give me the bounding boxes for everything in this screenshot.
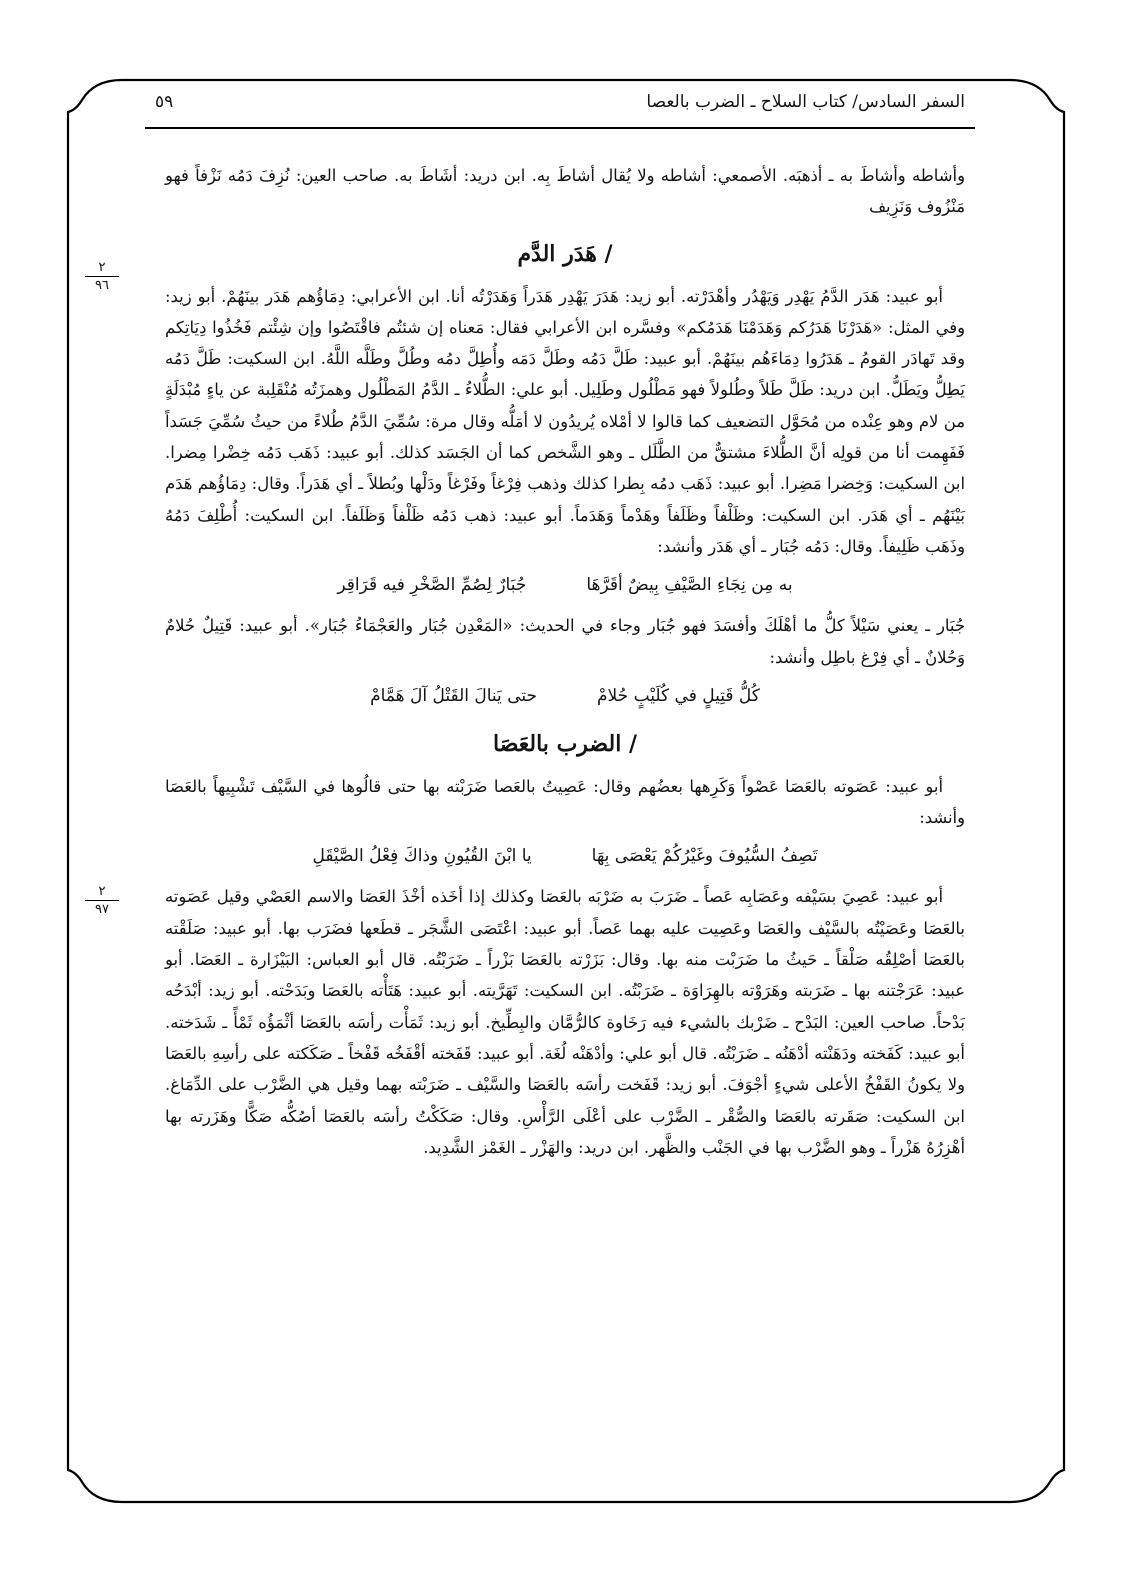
intro-paragraph: وأشاطه وأشاطَ به ـ أذهبَه. الأصمعي: أشاطه ولا يُقال أشاطَ بِه. ابن دريد: أشَاطَ به. صاحب العين: نُزِفَ دَمُه نَزْفاً فهو مَنْزُوف وَنَزِيف — [165, 166, 965, 217]
verse-line — [165, 839, 965, 873]
margin-ref-numerator: ٢ — [98, 884, 106, 899]
page-body — [165, 160, 965, 1163]
verse-second-hemistich: يا ابْنَ القُيُونِ وذاكَ فِعْلُ الصَّيْقَلِ — [312, 846, 532, 867]
page-number: ٥٩ — [155, 92, 174, 112]
section2-paragraph-1: أبو عبيد: عَصَوته بالعَصَا عَصْواً وَكَرِهها بعضُهم وقال: عَصِيتُ بالعَصا ضَرَبْته بها حتى قالُوها في السَّيْف تَشْبِيهاً بالعَصَا وأنشد: — [165, 776, 965, 828]
margin-ref-numerator: ٢ — [98, 260, 106, 275]
verse-line — [165, 679, 965, 713]
running-title: السفر السادس/ كتاب السلاح ـ الضرب بالعصا — [646, 92, 965, 112]
verse-second-hemistich: جُبَارٌ لِصُمِّ الصَّخْرِ فيه قَرَاقِر — [337, 575, 527, 596]
section1-paragraph-2: جُبَار ـ يعني سَيْلاً كلُّ ما أهْلَكَ وأفسَدَ فهو جُبَار وجاء في الحديث: «المَعْدِن جُبَار والعَجْمَاءُ جُبَار». أبو عبيد: قَتِيلٌ حُلامٌ وَحُلانٌ ـ أي فِرْغ باطِل وأنشد: — [165, 616, 965, 667]
margin-reference-97 — [85, 884, 119, 917]
margin-ref-denominator: ٩٦ — [95, 278, 109, 293]
verse-line — [165, 568, 965, 602]
section2-paragraph-2: أبو عبيد: عَصِيَ بسَيْفه وعَصَابِه عَصاً ـ ضَرَبَ به ضَرْبَه بالعَصَا وكذلك إذا أخَذه أخْذَ العَصَا والاسم العَصْي وقيل عَصَوته بالعَصَا وعَصَيْتُه بالسَّيْف والعَصَا وعَصِيت عليه بهما عَصاً. أبو عبيد: اعْتَصَى الشَّجَر ـ قطَعها فضَرَب بها. أبو عبيد: صَلَقْته بالعَصَا أصْلِقُه صَلْقاً ـ حَيثُ ما ضَرَبْت منه بها. وقال: بَزَرْته بالعَصَا بَزْراً ـ ضَرَبْتُه. قال أبو العباس: البَيْزَارة ـ العَصَا. أبو عبيد: عَرَجْتنه بها ـ ضَرَبته وهَرَوْته بالهِرَاوَة ـ ضَرَبْتُه. ابن السكيت: تَهَرَّيته. أبو عبيد: هَتَأْته بالعَصَا وبَدَحْته. أبو زيد: أبْدَحُه بَدْحاً. صاحب العين: البَدْح ـ ضَرْبك بالشيء فيه رَخَاوة كالرُّمَّان والبِطِّيخ. أبو زيد: ثَمَأْت رأسَه بالعَصَا أثْمَؤُه ثَمْأً ـ شَدَخته. أبو عبيد: كَفَخته ودَهَنْته أدْهَنُه ـ ضَرَبْتُه. قال أبو علي: وأدْهَنْه لُغَة. أبو عبيد: قَفَخته أقْفَخُه قَفْخاً ـ صَكَكته على رأسِهِ بالعَصَا ولا يكونُ القَفْخُ الأعلى شيءٍ أجْوَفَ. أبو زيد: قَفَخت رأسَه بالعَصَا والسَّيْف ـ ضَرَبْته بهما وقيل هي الضَّرْب على الدِّمَاغ. ابن السكيت: صَقَرته بالعَصَا والصُّقْر ـ الضَّرْب على أعْلَى الرَّأْسِ. وقال: صَكَكْتُ رأسَه بالعَصَا أصُكُّه صَكًّا وهَزَرته بها أهْزِرُهُ هَزْراً ـ وهو الضَّرْب بها في الجَنْب والظَّهر. ابن دريد: والهَزْر ـ الغَمْز الشَّدِيد. — [165, 887, 965, 1157]
verse-first-hemistich: به مِن نِجَاءِ الصَّيْفِ بِيضٌ أقَرَّهَا — [586, 575, 793, 596]
margin-reference-96 — [85, 260, 119, 293]
verse-first-hemistich: تَصِفُ السُّيُوفَ وغَيْرُكُمْ يَعْصَى بِهَا — [591, 846, 818, 867]
margin-ref-divider — [85, 276, 119, 277]
header-rule — [145, 127, 975, 129]
margin-ref-denominator: ٩٧ — [95, 902, 109, 917]
margin-ref-divider — [85, 900, 119, 901]
section1-paragraph-1: أبو عبيد: هَدَر الدَّمُ يَهْدِر وَيَهْدُر وأهْدَرْته. أبو زيد: هَدَرَ يَهْدِر هَدَراً وَهَدَرْتُه أنا. ابن الأعرابي: دِمَاؤُهم هَدَر بينَهُمْ. أبو زيد: وفي المثل: «هَدَرْنَا هَدَرُكم وَهَدَمْنَا هَدَمُكم» وفسَّره ابن الأعرابي فقال: مَعناه إن شئتُم فاقْتَصُوا وإن شِئْتم فَخُذُوا دِيَاتِكم وقد تَهادَر القومُ ـ هَدَرُوا دِمَاءَهُم بينَهُمْ. أبو عبيد: طَلَّ دَمُه وطَلَّ دَمَه وأُطِلَّ دمُه وطُلَّ وطَلَّه اللَّهُ. ابن السكيت: طَلَّ دَمُه يَطِلُّ ويَطَلُّ. ابن دريد: طَلَّ طَلاً وطُلولاً فهو مَطْلُول وطَلِيل. أبو علي: الطُّلاءُ ـ الدَّمُ المَطْلُول وهمزَتُه مُنْقَلِبة عن ياءٍ مُبْدَلَةٍ من لام وهو عِنْده من مُحَوَّل التضعيف كما قالوا لا أمْلاه يُريدُون لا أمَلُّه وقال مرة: سُمِّيَ الدَّمُ طُلاءً من حيثُ سُمِّيَ جَسَداً فَفَهِمت أنا من قولِه أنَّ الطُّلاءَ مشتقٌّ من الطَّلَل ـ وهو الشَّخص كما أن الجَسَد كذلك. أبو عبيد: ذَهَب دَمُه خِضْرا مِضرا. ابن السكيت: وَخِضرا مَضِرا. أبو عبيد: ذَهَب دمُه بِطرا كذلك وذهب فِرْغاً وفَرْغاً ودَلْها وبُطلاً ـ أي هَدَراً. وقال: دِمَاؤُهم هَدَم بَيْنَهُم ـ أي هَدَر. ابن السكيت: وظَلْفاً وظَلَفاً وهَدْماً وَهَدَماً. أبو عبيد: ذهب دَمُه ظَلْفاً وَظَلَفاً. ابن السكيت: أُطْلِفَ دَمُهُ وذَهَب ظَلِيفاً. وقال: دَمُه جُبَار ـ أي هَدَر وأنشد: — [165, 286, 965, 556]
book-page — [95, 72, 965, 1522]
section-heading-hadar-al-dam: / هَدَر الدَّم — [517, 240, 613, 267]
section-heading-al-darb-bil-asa: / الضرب بالعَصَا — [492, 730, 638, 757]
verse-first-hemistich: كُلُّ قَتِيلٍ في كُلَيْبٍ حُلامْ — [597, 685, 760, 706]
verse-second-hemistich: حتى يَنالَ القَتْلُ آلَ هَمَّامْ — [370, 685, 538, 706]
page-header — [155, 92, 965, 116]
